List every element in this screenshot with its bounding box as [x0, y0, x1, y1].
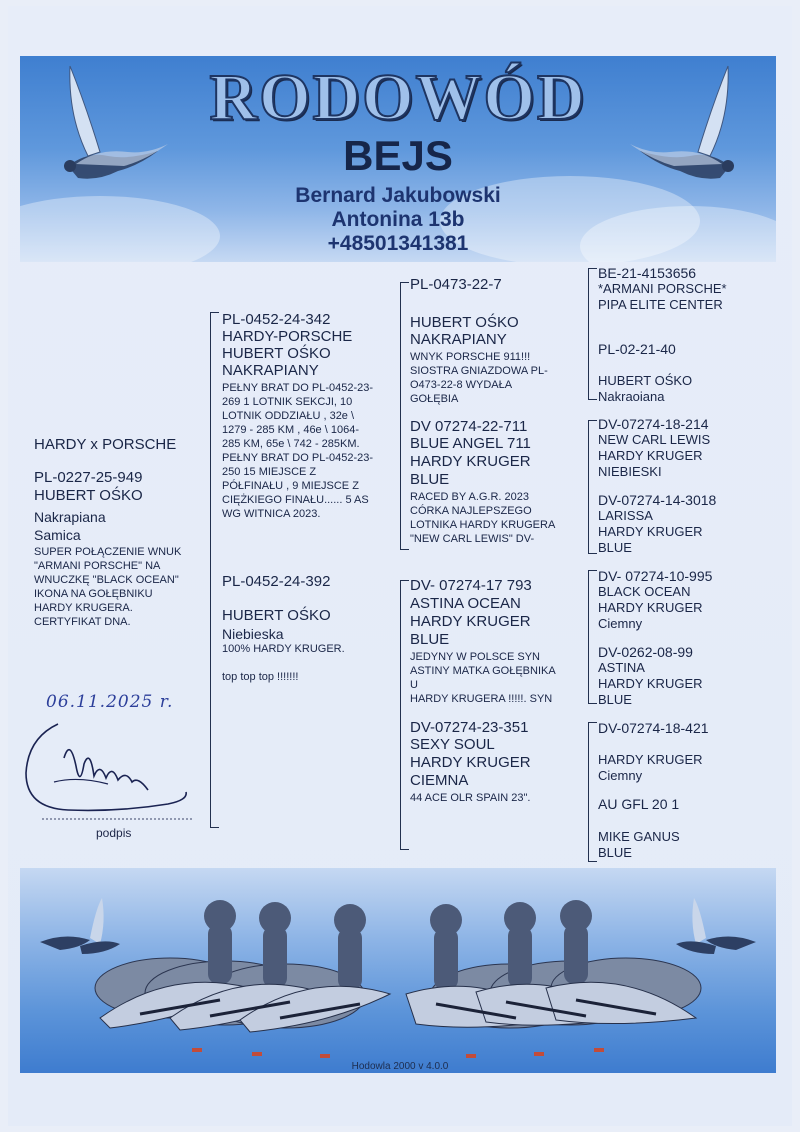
mfm-ring: DV-0262-08-99	[598, 644, 693, 660]
subject-pairing: HARDY x PORSCHE	[34, 436, 177, 453]
mf-notes: JEDYNY W POLSCE SYN ASTINY MATKA GOŁĘBNIKA U HARDY KRUGERA !!!!!. SYN	[410, 651, 556, 705]
ff-breeder: HUBERT OŚKO	[410, 314, 519, 331]
loft-name: BEJS	[343, 132, 453, 179]
fm-color: BLUE	[410, 471, 450, 488]
fm-ring: DV 07274-22-711	[410, 418, 528, 435]
pigeons-illustration-icon	[20, 868, 776, 1073]
ff-ring: PL-0473-22-7	[410, 276, 502, 293]
mmf-breeder: HARDY KRUGER	[598, 752, 703, 767]
father-breeder: HUBERT OŚKO	[222, 345, 331, 362]
fmf-breeder: HARDY KRUGER	[598, 448, 703, 463]
father-name: HARDY-PORSCHE	[222, 328, 353, 345]
mfm-breeder: HARDY KRUGER	[598, 676, 703, 691]
mm-notes: 44 ACE OLR SPAIN 23".	[410, 792, 531, 804]
software-version: Hodowla 2000 v 4.0.0	[351, 1061, 449, 1072]
mother-ring: PL-0452-24-392	[222, 573, 331, 590]
mf-breeder: HARDY KRUGER	[410, 613, 531, 630]
subject-ring: PL-0227-25-949	[34, 469, 143, 486]
father-color: NAKRAPIANY	[222, 362, 319, 379]
bracket-fm	[588, 420, 589, 554]
fff-name: *ARMANI PORSCHE*	[598, 281, 727, 296]
bracket-father	[400, 282, 401, 550]
fmf-name: NEW CARL LEWIS	[598, 432, 711, 447]
ffm-ring: PL-02-21-40	[598, 341, 676, 357]
mm-ring: DV-07274-23-351	[410, 719, 529, 736]
mff-name: BLACK OCEAN	[598, 584, 691, 599]
fm-breeder: HARDY KRUGER	[410, 453, 531, 470]
mf-color: BLUE	[410, 631, 450, 648]
fmm-color: BLUE	[598, 540, 632, 555]
mother-extra: top top top !!!!!!!	[222, 671, 299, 683]
subject-sex: Samica	[34, 527, 81, 543]
signature-scribble-icon	[18, 718, 198, 823]
mother-breeder: HUBERT OŚKO	[222, 607, 331, 624]
father-ring: PL-0452-24-342	[222, 311, 331, 328]
subject-notes: SUPER POŁĄCZENIE WNUK "ARMANI PORSCHE" NA WNUCZKĘ "BLACK OCEAN" IKONA NA GOŁĘBNIKU HARDY KRUGERA. CERTYFIKAT DNA.	[34, 546, 182, 628]
owner-address: Antonina 13b	[331, 208, 465, 231]
mm-color: CIEMNA	[410, 772, 469, 789]
fmf-ring: DV-07274-18-214	[598, 416, 709, 432]
footer-banner	[20, 868, 776, 1073]
mff-breeder: HARDY KRUGER	[598, 600, 703, 615]
owner-name: Bernard Jakubowski	[295, 184, 501, 207]
fmf-color: NIEBIESKI	[598, 464, 662, 479]
mmf-color: Ciemny	[598, 768, 643, 783]
mff-ring: DV- 07274-10-995	[598, 568, 713, 584]
signature-date: 06.11.2025 r.	[46, 692, 174, 712]
fmm-name: LARISSA	[598, 508, 653, 523]
ffm-breeder: HUBERT OŚKO	[598, 373, 693, 388]
mmm-ring: AU GFL 20 1	[598, 796, 680, 812]
mff-color: Ciemny	[598, 616, 643, 631]
ffm-color: Nakraoiana	[598, 389, 665, 404]
subject-breeder: HUBERT OŚKO	[34, 487, 143, 504]
mf-ring: DV- 07274-17 793	[410, 577, 532, 594]
owner-phone: +48501341381	[327, 232, 469, 255]
mm-name: SEXY SOUL	[410, 736, 495, 753]
mm-breeder: HARDY KRUGER	[410, 754, 531, 771]
mfm-name: ASTINA	[598, 660, 645, 675]
mmf-ring: DV-07274-18-421	[598, 720, 709, 736]
mmm-breeder: MIKE GANUS	[598, 829, 680, 844]
signature-label: podpis	[96, 826, 132, 840]
fff-breeder: PIPA ELITE CENTER	[598, 297, 723, 312]
ff-notes: WNYK PORSCHE 911!!! SIOSTRA GNIAZDOWA PL- O473-22-8 WYDAŁA GOŁĘBIA	[410, 351, 548, 405]
bracket-ff	[588, 268, 589, 400]
mfm-color: BLUE	[598, 692, 632, 707]
fff-ring: BE-21-4153656	[598, 265, 697, 281]
ff-color: NAKRAPIANY	[410, 331, 507, 348]
fmm-ring: DV-07274-14-3018	[598, 492, 717, 508]
mf-name: ASTINA OCEAN	[410, 595, 521, 612]
mother-notes: 100% HARDY KRUGER.	[222, 643, 345, 655]
bracket-mother	[400, 580, 401, 850]
father-notes: PEŁNY BRAT DO PL-0452-23- 269 1 LOTNIK SEKCJI, 10 LOTNIK ODDZIAŁU , 32e \ 1279 - 285 KM , 46e \ 1064- 285 KM, 65e \ 742 - 285KM. PEŁNY BRAT DO PL-0452-23- 250 15 MIEJSCE Z PÓŁFINAŁU , 9 MIEJSCE Z CIĘŻKIEGO FINAŁU...... 5 AS WG WITNICA 2023.	[222, 382, 374, 520]
mmm-color: BLUE	[598, 845, 632, 860]
fmm-breeder: HARDY KRUGER	[598, 524, 703, 539]
fm-notes: RACED BY A.G.R. 2023 CÓRKA NAJLEPSZEGO LOTNIKA HARDY KRUGERA "NEW CARL LEWIS" DV-	[410, 491, 556, 545]
fm-name: BLUE ANGEL 711	[410, 435, 531, 452]
subject-color: Nakrapiana	[34, 509, 106, 525]
bracket-mm	[588, 722, 589, 862]
mother-color: Niebieska	[222, 626, 284, 642]
page-title: RODOWÓD	[209, 61, 587, 134]
